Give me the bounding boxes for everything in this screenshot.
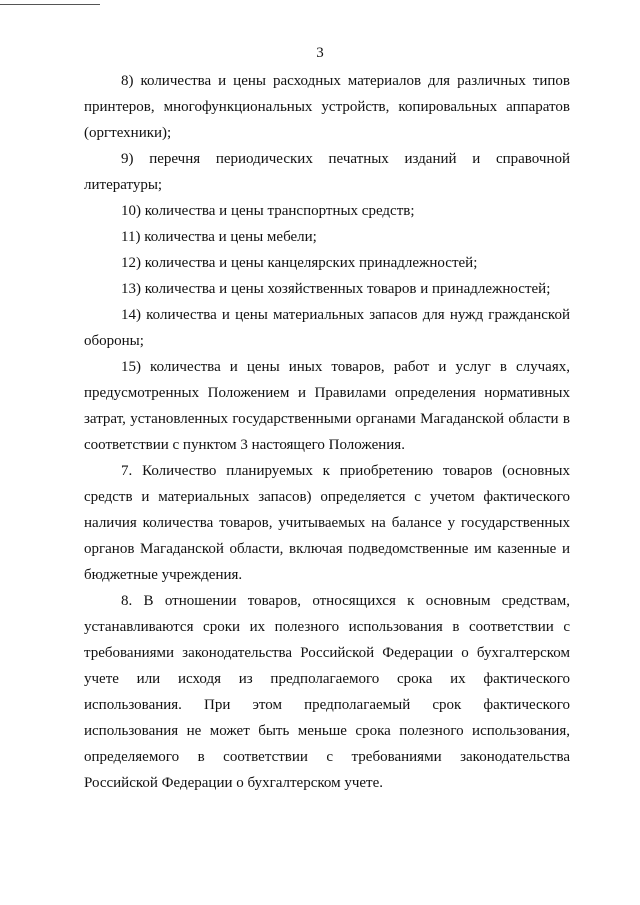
clause-8: 8. В отношении товаров, относящихся к основным средствам, устанавливаются сроки их полезного использования в соответствии с требованиями законодательства Российской Федерации о бухгалтерском учете или исходя из предполагаемого срока их фактического использования. При этом предполагаемый срок фактического использования не может быть меньше срока полезного использования, определяемого в соответствии с требованиями законодательства Российской Федерации о бухгалтерском учете. <box>84 593 570 791</box>
list-item-13: 13) количества и цены хозяйственных товаров и принадлежностей; <box>121 281 551 297</box>
list-item-9: 9) перечня периодических печатных изданий и справочной литературы; <box>84 151 570 193</box>
list-item-8: 8) количества и цены расходных материалов для различных типов принтеров, многофункциональных устройств, копировальных аппаратов (оргтехники); <box>84 73 570 141</box>
list-item-12: 12) количества и цены канцелярских принадлежностей; <box>121 255 478 271</box>
list-item-11: 11) количества и цены мебели; <box>121 229 317 245</box>
list-item-15: 15) количества и цены иных товаров, работ и услуг в случаях, предусмотренных Положением и Правилами определения нормативных затрат, установленных государственными органами Магаданской области в соответствии с пунктом 3 настоящего Положения. <box>84 359 570 453</box>
list-item-14: 14) количества и цены материальных запасов для нужд гражданской обороны; <box>84 307 570 349</box>
top-edge-mark <box>0 0 100 5</box>
list-item-10: 10) количества и цены транспортных средств; <box>121 203 415 219</box>
page-number: 3 <box>316 45 324 61</box>
clause-7: 7. Количество планируемых к приобретению товаров (основных средств и материальных запасов) определяется с учетом фактического наличия количества товаров, учитываемых на балансе у государственных органов Магаданской области, включая подведомственные им казенные и бюджетные учреждения. <box>84 463 570 583</box>
document-body <box>84 68 570 796</box>
